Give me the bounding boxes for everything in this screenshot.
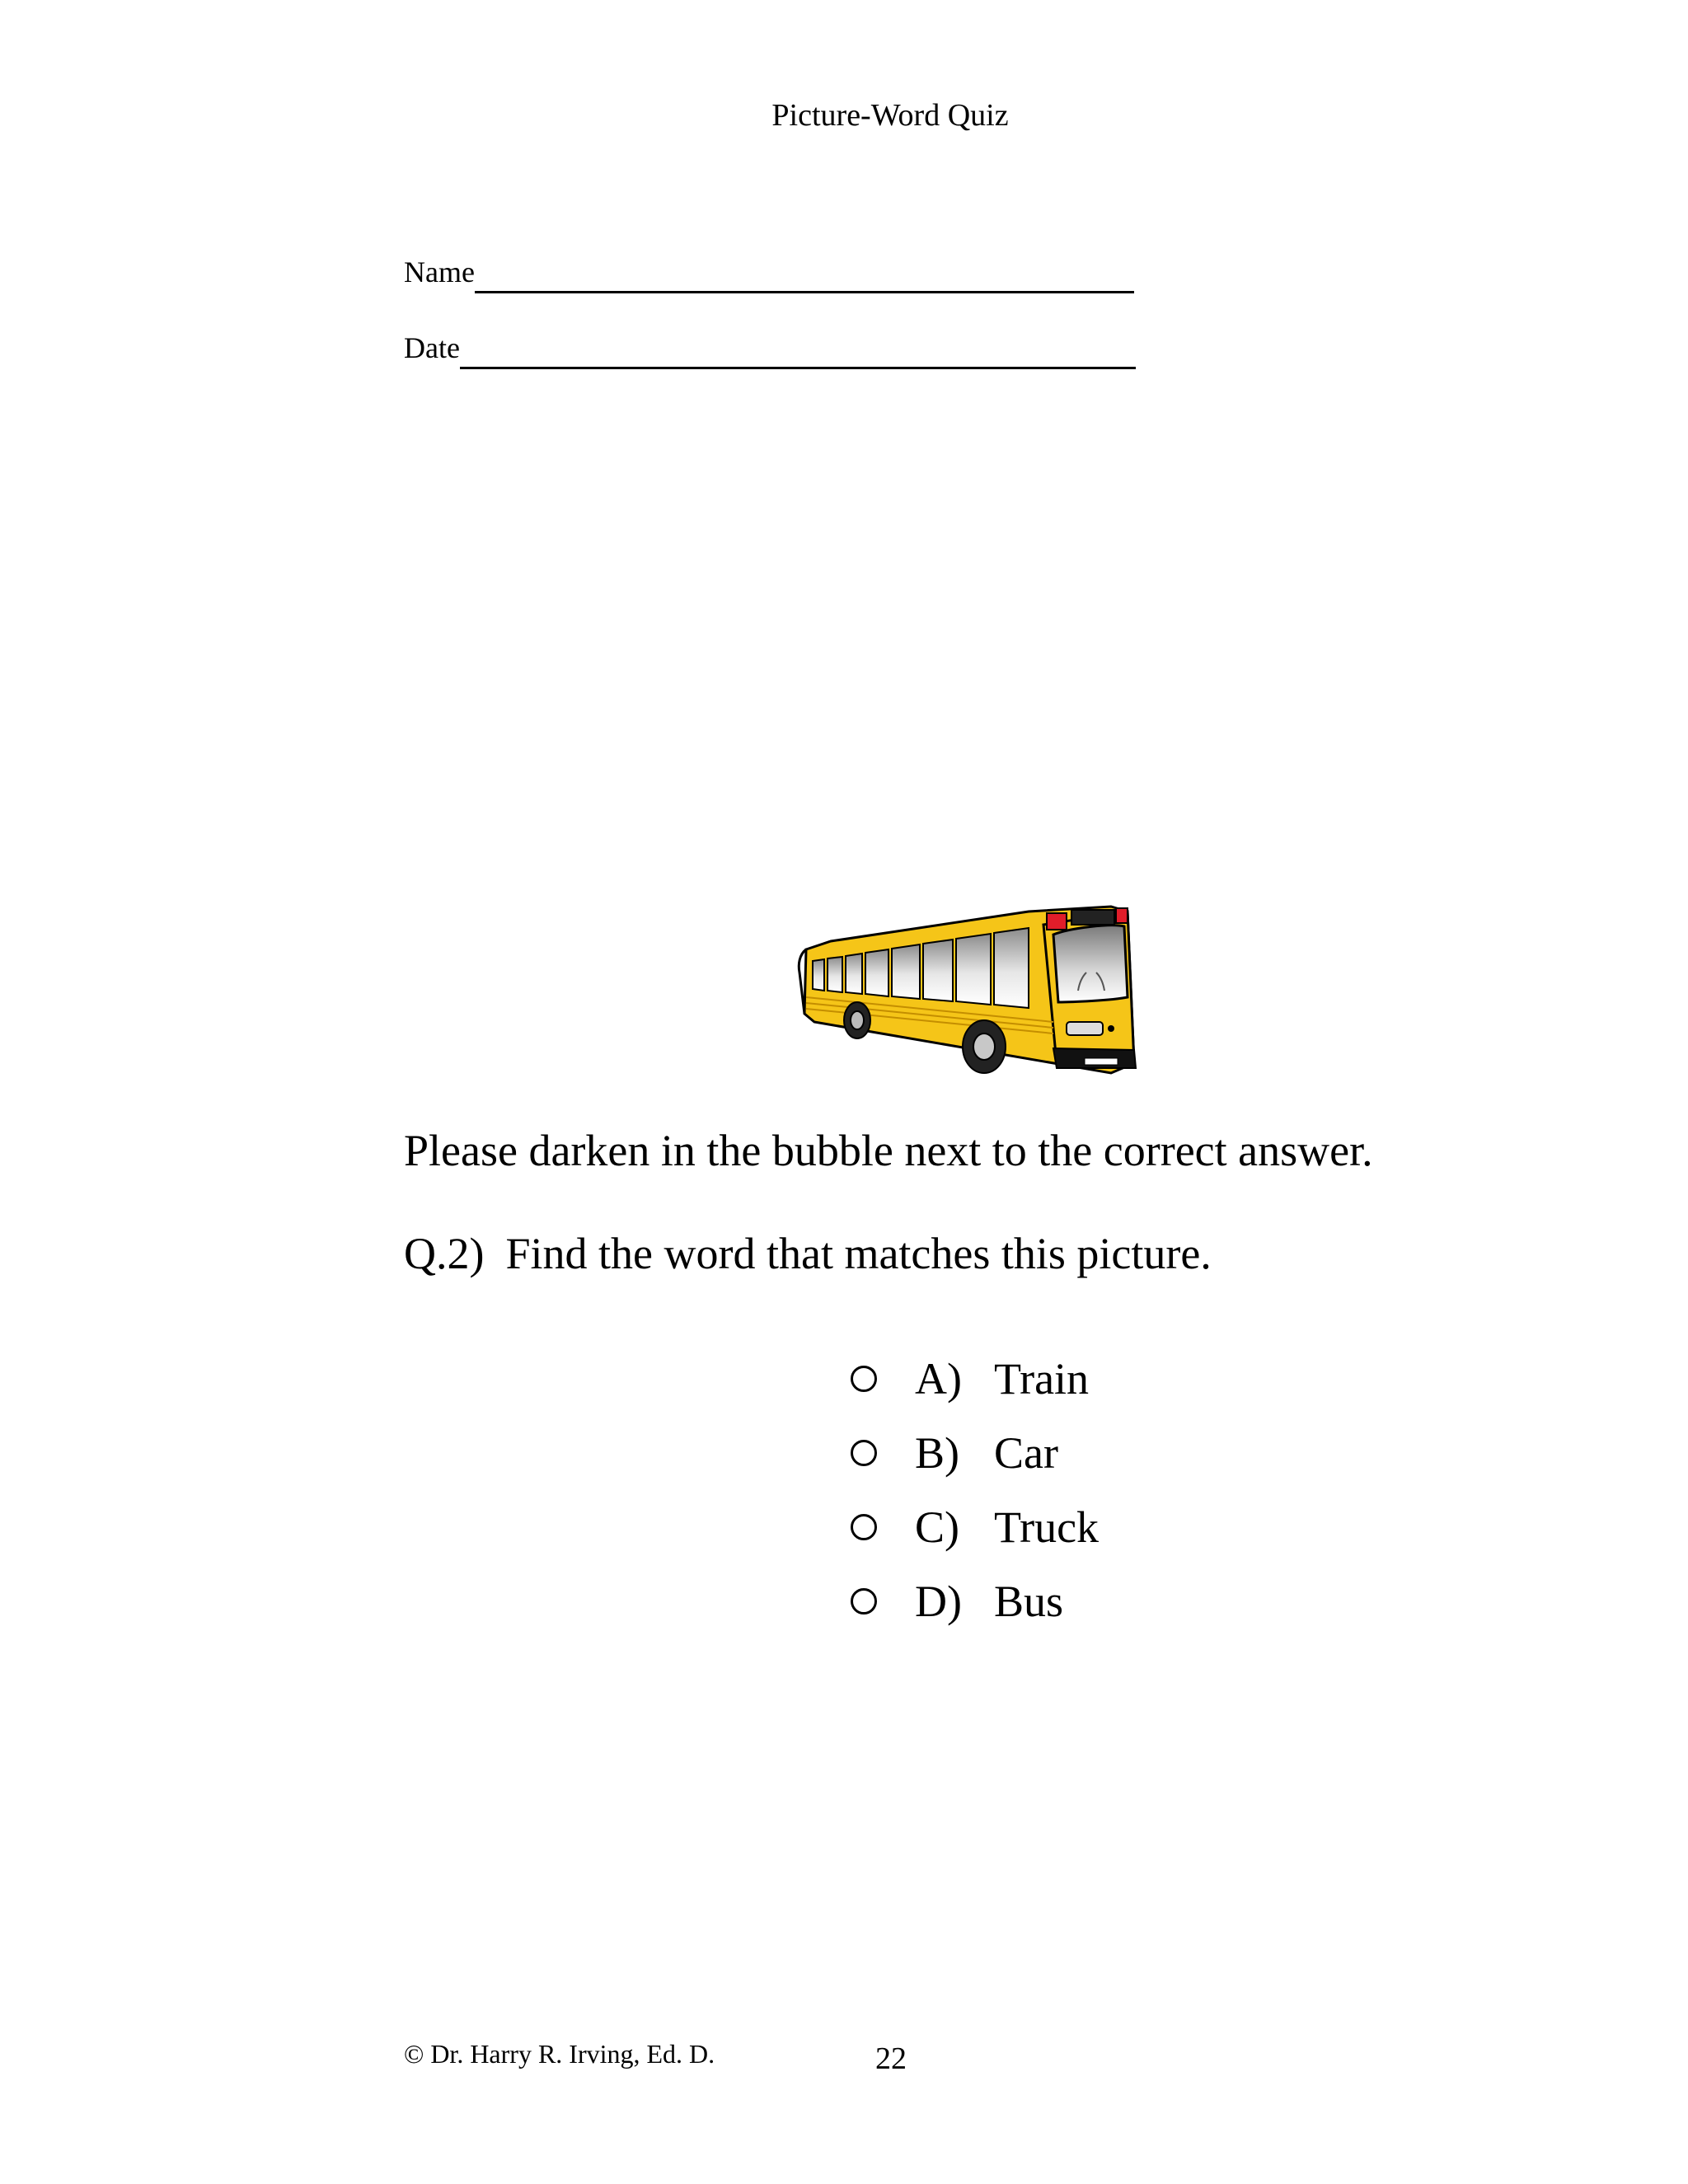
answer-options bbox=[851, 1342, 1099, 1638]
date-field[interactable] bbox=[404, 323, 1136, 363]
option-label: Train bbox=[994, 1354, 1090, 1404]
bus-icon bbox=[781, 898, 1177, 1096]
answer-bubble[interactable] bbox=[851, 1366, 877, 1392]
answer-bubble[interactable] bbox=[851, 1440, 877, 1466]
answer-bubble[interactable] bbox=[851, 1514, 877, 1540]
name-field[interactable] bbox=[404, 247, 1134, 287]
answer-option-c[interactable] bbox=[851, 1490, 1099, 1564]
answer-option-b[interactable] bbox=[851, 1416, 1099, 1490]
option-letter: A) bbox=[915, 1354, 962, 1404]
question-text: Find the word that matches this picture. bbox=[505, 1229, 1212, 1278]
name-label: Name bbox=[404, 255, 475, 288]
answer-option-a[interactable] bbox=[851, 1342, 1099, 1416]
copyright-text: © Dr. Harry R. Irving, Ed. D. bbox=[404, 2039, 715, 2069]
option-letter: B) bbox=[915, 1428, 959, 1478]
page-title: Picture-Word Quiz bbox=[771, 98, 1009, 133]
option-label: Bus bbox=[994, 1577, 1064, 1626]
option-label: Car bbox=[994, 1428, 1058, 1478]
page-number: 22 bbox=[875, 2041, 907, 2076]
option-letter: C) bbox=[915, 1502, 959, 1552]
question-number: Q.2) bbox=[404, 1229, 485, 1278]
date-label: Date bbox=[404, 331, 460, 364]
option-label: Truck bbox=[994, 1502, 1100, 1552]
question-prompt bbox=[404, 1228, 1212, 1279]
answer-option-d[interactable] bbox=[851, 1564, 1099, 1638]
name-blank-line[interactable] bbox=[475, 291, 1134, 293]
answer-bubble[interactable] bbox=[851, 1588, 877, 1615]
date-blank-line[interactable] bbox=[460, 367, 1136, 369]
option-letter: D) bbox=[915, 1577, 962, 1626]
instruction-text: Please darken in the bubble next to the correct answer. bbox=[404, 1126, 1373, 1175]
